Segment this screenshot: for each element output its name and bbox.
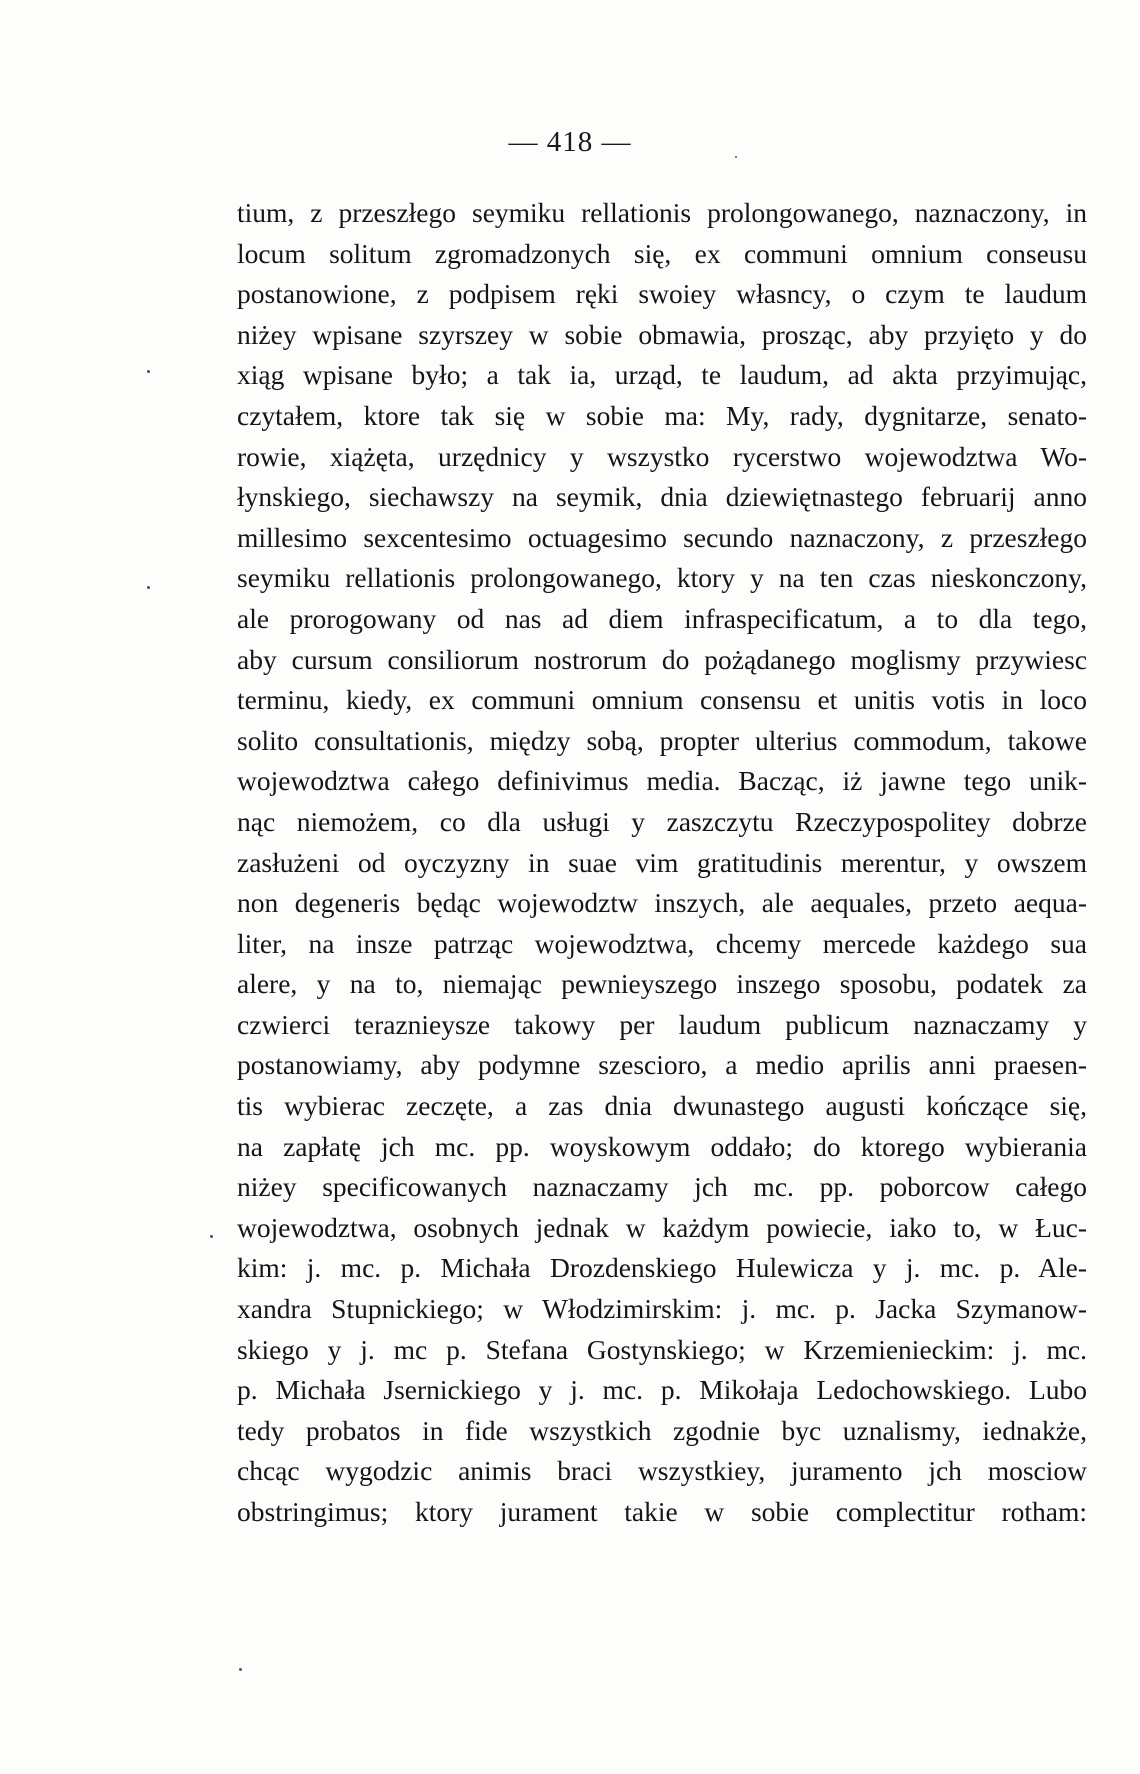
scan-speck <box>147 586 150 589</box>
text-line: terminu, kiedy, ex communi omnium consensu et unitis votis in loco <box>237 684 1087 716</box>
text-line: zasłużeni od oyczyzny in suae vim gratitudinis merentur, y owszem <box>237 846 1087 878</box>
text-line: skiego y j. mc p. Stefana Gostynskiego; w Krzemienieckim: j. mc. <box>237 1333 1087 1365</box>
text-line: p. Michała Jsernickiego y j. mc. p. Mikołaja Ledochowskiego. Lubo <box>237 1374 1087 1406</box>
text-line: locum solitum zgromadzonych się, ex communi omnium conseusu <box>237 237 1087 269</box>
text-line: kim: j. mc. p. Michała Drozdenskiego Hulewicza y j. mc. p. Ale- <box>237 1252 1087 1284</box>
text-line: niżey wpisane szyrszey w sobie obmawia, prosząc, aby przyięto y do <box>237 318 1087 350</box>
text-line: alere, y na to, niemając pewnieyszego inszego sposobu, podatek za <box>237 968 1087 1000</box>
scan-speck <box>239 1668 242 1671</box>
text-line: wojewodztwa całego definivimus media. Bacząc, iż jawne tego unik- <box>237 765 1087 797</box>
text-line: niżey specificowanych naznaczamy jch mc. pp. poborcow całego <box>237 1171 1087 1203</box>
scan-speck <box>147 370 150 373</box>
text-line: aby cursum consiliorum nostrorum do pożądanego moglismy przywiesc <box>237 643 1087 675</box>
text-line: łynskiego, siechawszy na seymik, dnia dziewiętnastego februarij anno <box>237 481 1087 513</box>
scan-speck <box>210 1235 213 1238</box>
text-line: millesimo sexcentesimo octuagesimo secundo naznaczony, z przeszłego <box>237 521 1087 553</box>
text-line: czytałem, ktore tak się w sobie ma: My, rady, dygnitarze, senato- <box>237 399 1087 431</box>
text-line: na zapłatę jch mc. pp. woyskowym oddało; do ktorego wybierania <box>237 1130 1087 1162</box>
text-line: czwierci teraznieysze takowy per laudum publicum naznaczamy y <box>237 1008 1087 1040</box>
text-line: seymiku rellationis prolongowanego, ktory y na ten czas nieskonczony, <box>237 562 1087 594</box>
text-line: tium, z przeszłego seymiku rellationis prolongowanego, naznaczony, in <box>237 197 1087 228</box>
text-line: postanowione, z podpisem ręki swoiey własncy, o czym te laudum <box>237 278 1087 310</box>
text-line: xandra Stupnickiego; w Włodzimirskim: j. mc. p. Jacka Szymanow- <box>237 1293 1087 1325</box>
text-line: postanowiamy, aby podymne szescioro, a medio aprilis anni praesen- <box>237 1049 1087 1081</box>
text-line: tedy probatos in fide wszystkich zgodnie byc uznalismy, iednakże, <box>237 1414 1087 1446</box>
text-line: solito consultationis, między sobą, propter ulterius commodum, takowe <box>237 724 1087 756</box>
body-text <box>237 193 1087 1533</box>
text-line: non degeneris będąc wojewodztw inszych, ale aequales, przeto aequa- <box>237 887 1087 919</box>
text-line: ale prorogowany od nas ad diem infraspecificatum, a to dla tego, <box>237 602 1087 634</box>
text-line: chcąc wygodzic animis braci wszystkiey, juramento jch mosciow <box>237 1455 1087 1487</box>
text-line: xiąg wpisane było; a tak ia, urząd, te laudum, ad akta przyimując, <box>237 359 1087 391</box>
text-line: nąc niemożem, co dla usługi y zaszczytu Rzeczypospolitey dobrze <box>237 805 1087 837</box>
text-line: liter, na insze patrząc wojewodztwa, chcemy mercede każdego sua <box>237 927 1087 959</box>
text-line: rowie, xiążęta, urzędnicy y wszystko rycerstwo wojewodztwa Wo- <box>237 440 1087 472</box>
text-line: wojewodztwa, osobnych jednak w każdym powiecie, iako to, w Łuc- <box>237 1211 1087 1243</box>
text-line: tis wybierac zeczęte, a zas dnia dwunastego augusti kończące się, <box>237 1090 1087 1122</box>
text-line: obstringimus; ktory jurament takie w sobie complectitur rotham: <box>237 1496 1087 1527</box>
scan-speck <box>735 156 737 158</box>
page-number: — 418 — <box>508 126 632 158</box>
